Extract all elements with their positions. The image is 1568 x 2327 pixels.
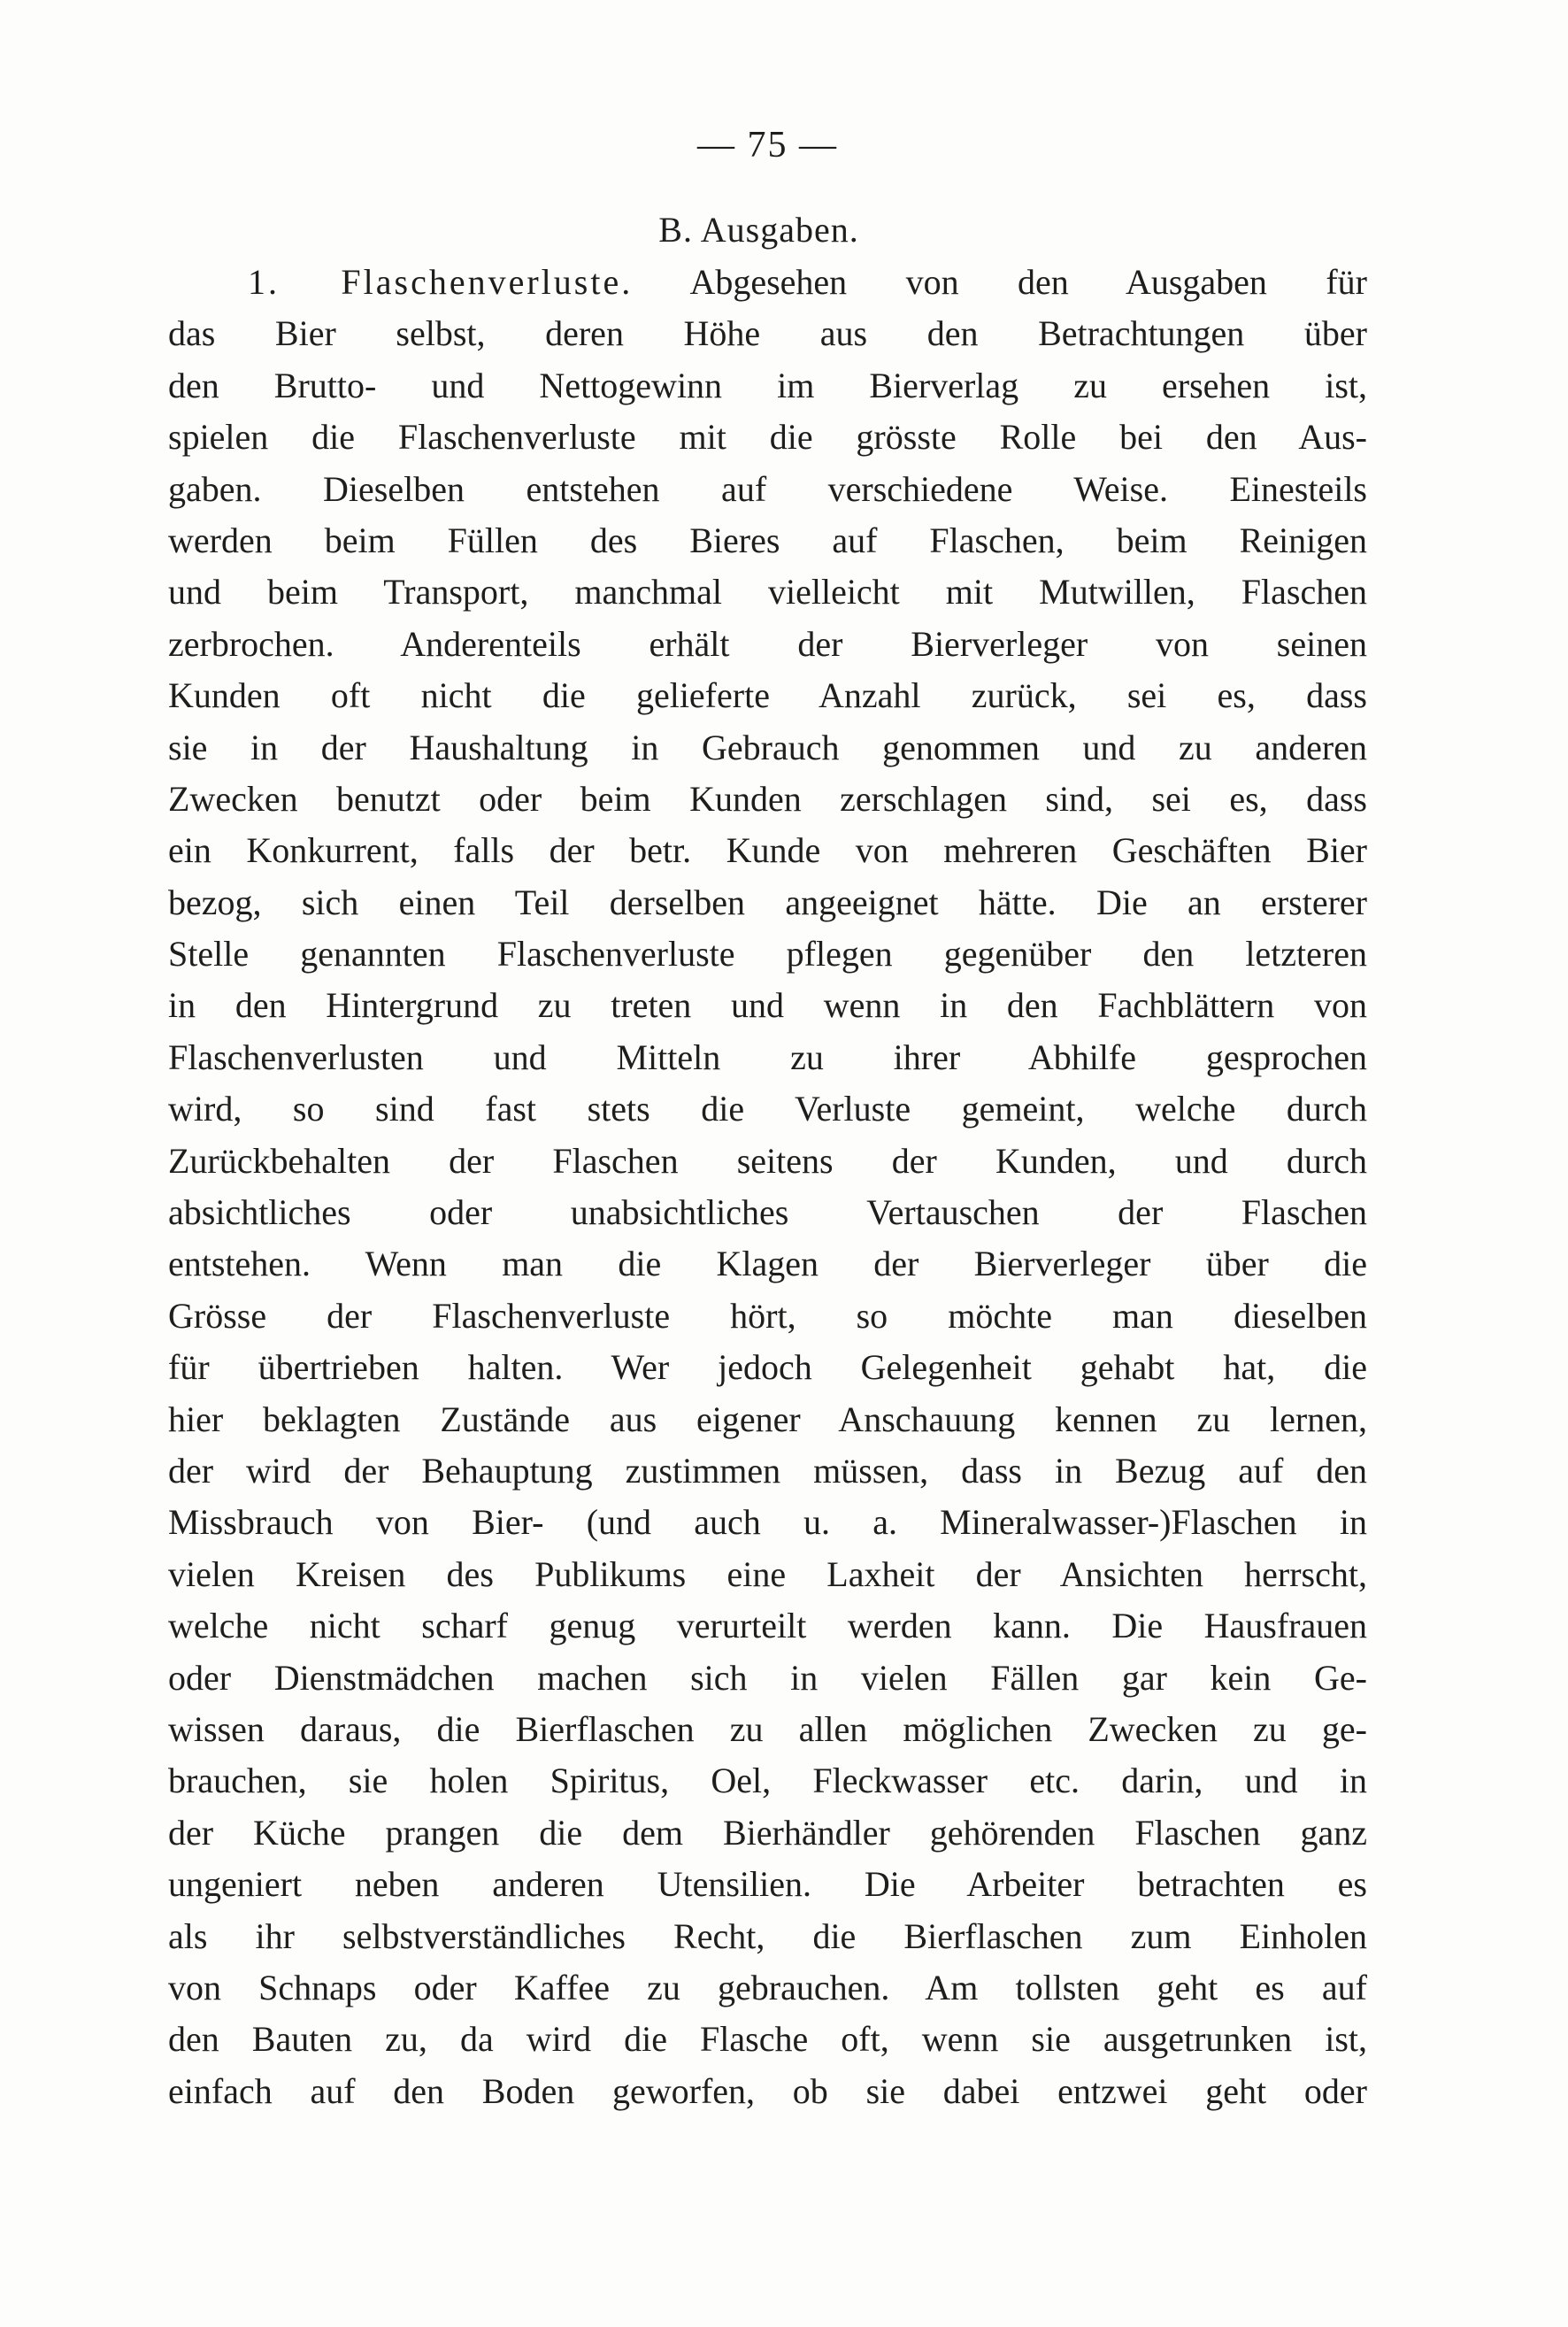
text-line: hier beklagten Zustände aus eigener Anschauung kennen zu lernen, [168,1399,1367,1439]
text-line: ungeniert neben anderen Utensilien. Die Arbeiter betrachten es [168,1864,1367,1905]
text-line: und beim Transport, manchmal vielleicht mit Mutwillen, Flaschen [168,572,1367,613]
text-line: ein Konkurrent, falls der betr. Kunde von mehreren Geschäften Bier [168,830,1367,871]
text-line: Kunden oft nicht die gelieferte Anzahl zurück, sei es, dass [168,675,1367,716]
text-line: bezog, sich einen Teil derselben angeeignet hätte. Die an ersterer [168,882,1367,922]
text-line-first-rest: Abgesehen von den Ausgaben für [689,262,1367,302]
text-line: der Küche prangen die dem Bierhändler gehörenden Flaschen ganz [168,1812,1367,1853]
text-line-first [168,257,1367,308]
text-line: für übertrieben halten. Wer jedoch Gelegenheit gehabt hat, die [168,1347,1367,1388]
section-heading: B. Ausgaben. [658,210,859,250]
text-line: spielen die Flaschenverluste mit die grösste Rolle bei den Aus- [168,417,1367,458]
text-line: zerbrochen. Anderenteils erhält der Bierverleger von seinen [168,623,1367,664]
text-line: werden beim Füllen des Bieres auf Flaschen, beim Reinigen [168,520,1367,560]
text-line: oder Dienstmädchen machen sich in vielen Fällen gar kein Ge- [168,1657,1367,1698]
text-line: als ihr selbstverständliches Recht, die Bierflaschen zum Einholen [168,1915,1367,1956]
text-line: Flaschenverlusten und Mitteln zu ihrer Abhilfe gesprochen [168,1036,1367,1077]
subsection-title: 1. Flaschenverluste. [248,262,634,302]
text-line: brauchen, sie holen Spiritus, Oel, Fleckwasser etc. darin, und in [168,1761,1367,1801]
text-line: Stelle genannten Flaschenverluste pflegen gegenüber den letzteren [168,934,1367,975]
text-line: Zurückbehalten der Flaschen seitens der Kunden, und durch [168,1140,1367,1181]
text-line: in den Hintergrund zu treten und wenn in den Fachblättern von [168,985,1367,1026]
body-text [168,257,1367,2117]
text-line: Missbrauch von Bier- (und auch u. a. Mineralwasser-)Flaschen in [168,1502,1367,1543]
text-line: wissen daraus, die Bierflaschen zu allen möglichen Zwecken zu ge- [168,1708,1367,1749]
text-line: entstehen. Wenn man die Klagen der Bierverleger über die [168,1244,1367,1284]
text-line: wird, so sind fast stets die Verluste gemeint, welche durch [168,1089,1367,1129]
text-line: welche nicht scharf genug verurteilt werden kann. Die Hausfrauen [168,1606,1367,1646]
text-line: einfach auf den Boden geworfen, ob sie dabei entzwei geht oder [168,2070,1367,2111]
text-line: Zwecken benutzt oder beim Kunden zerschlagen sind, sei es, dass [168,778,1367,819]
text-line: den Bauten zu, da wird die Flasche oft, wenn sie ausgetrunken ist, [168,2019,1367,2060]
page-number: — 75 — [697,125,838,166]
text-line: vielen Kreisen des Publikums eine Laxheit der Ansichten herrscht, [168,1553,1367,1594]
text-line: den Brutto- und Nettogewinn im Bierverlag zu ersehen ist, [168,365,1367,405]
text-line: von Schnaps oder Kaffee zu gebrauchen. Am tollsten geht es auf [168,1967,1367,2007]
text-line: das Bier selbst, deren Höhe aus den Betrachtungen über [168,313,1367,354]
text-line: sie in der Haushaltung in Gebrauch genommen und zu anderen [168,727,1367,767]
text-line: gaben. Dieselben entstehen auf verschiedene Weise. Einesteils [168,468,1367,509]
text-line: Grösse der Flaschenverluste hört, so möchte man dieselben [168,1295,1367,1336]
text-line: der wird der Behauptung zustimmen müssen, dass in Bezug auf den [168,1450,1367,1491]
text-line: absichtliches oder unabsichtliches Vertauschen der Flaschen [168,1192,1367,1233]
